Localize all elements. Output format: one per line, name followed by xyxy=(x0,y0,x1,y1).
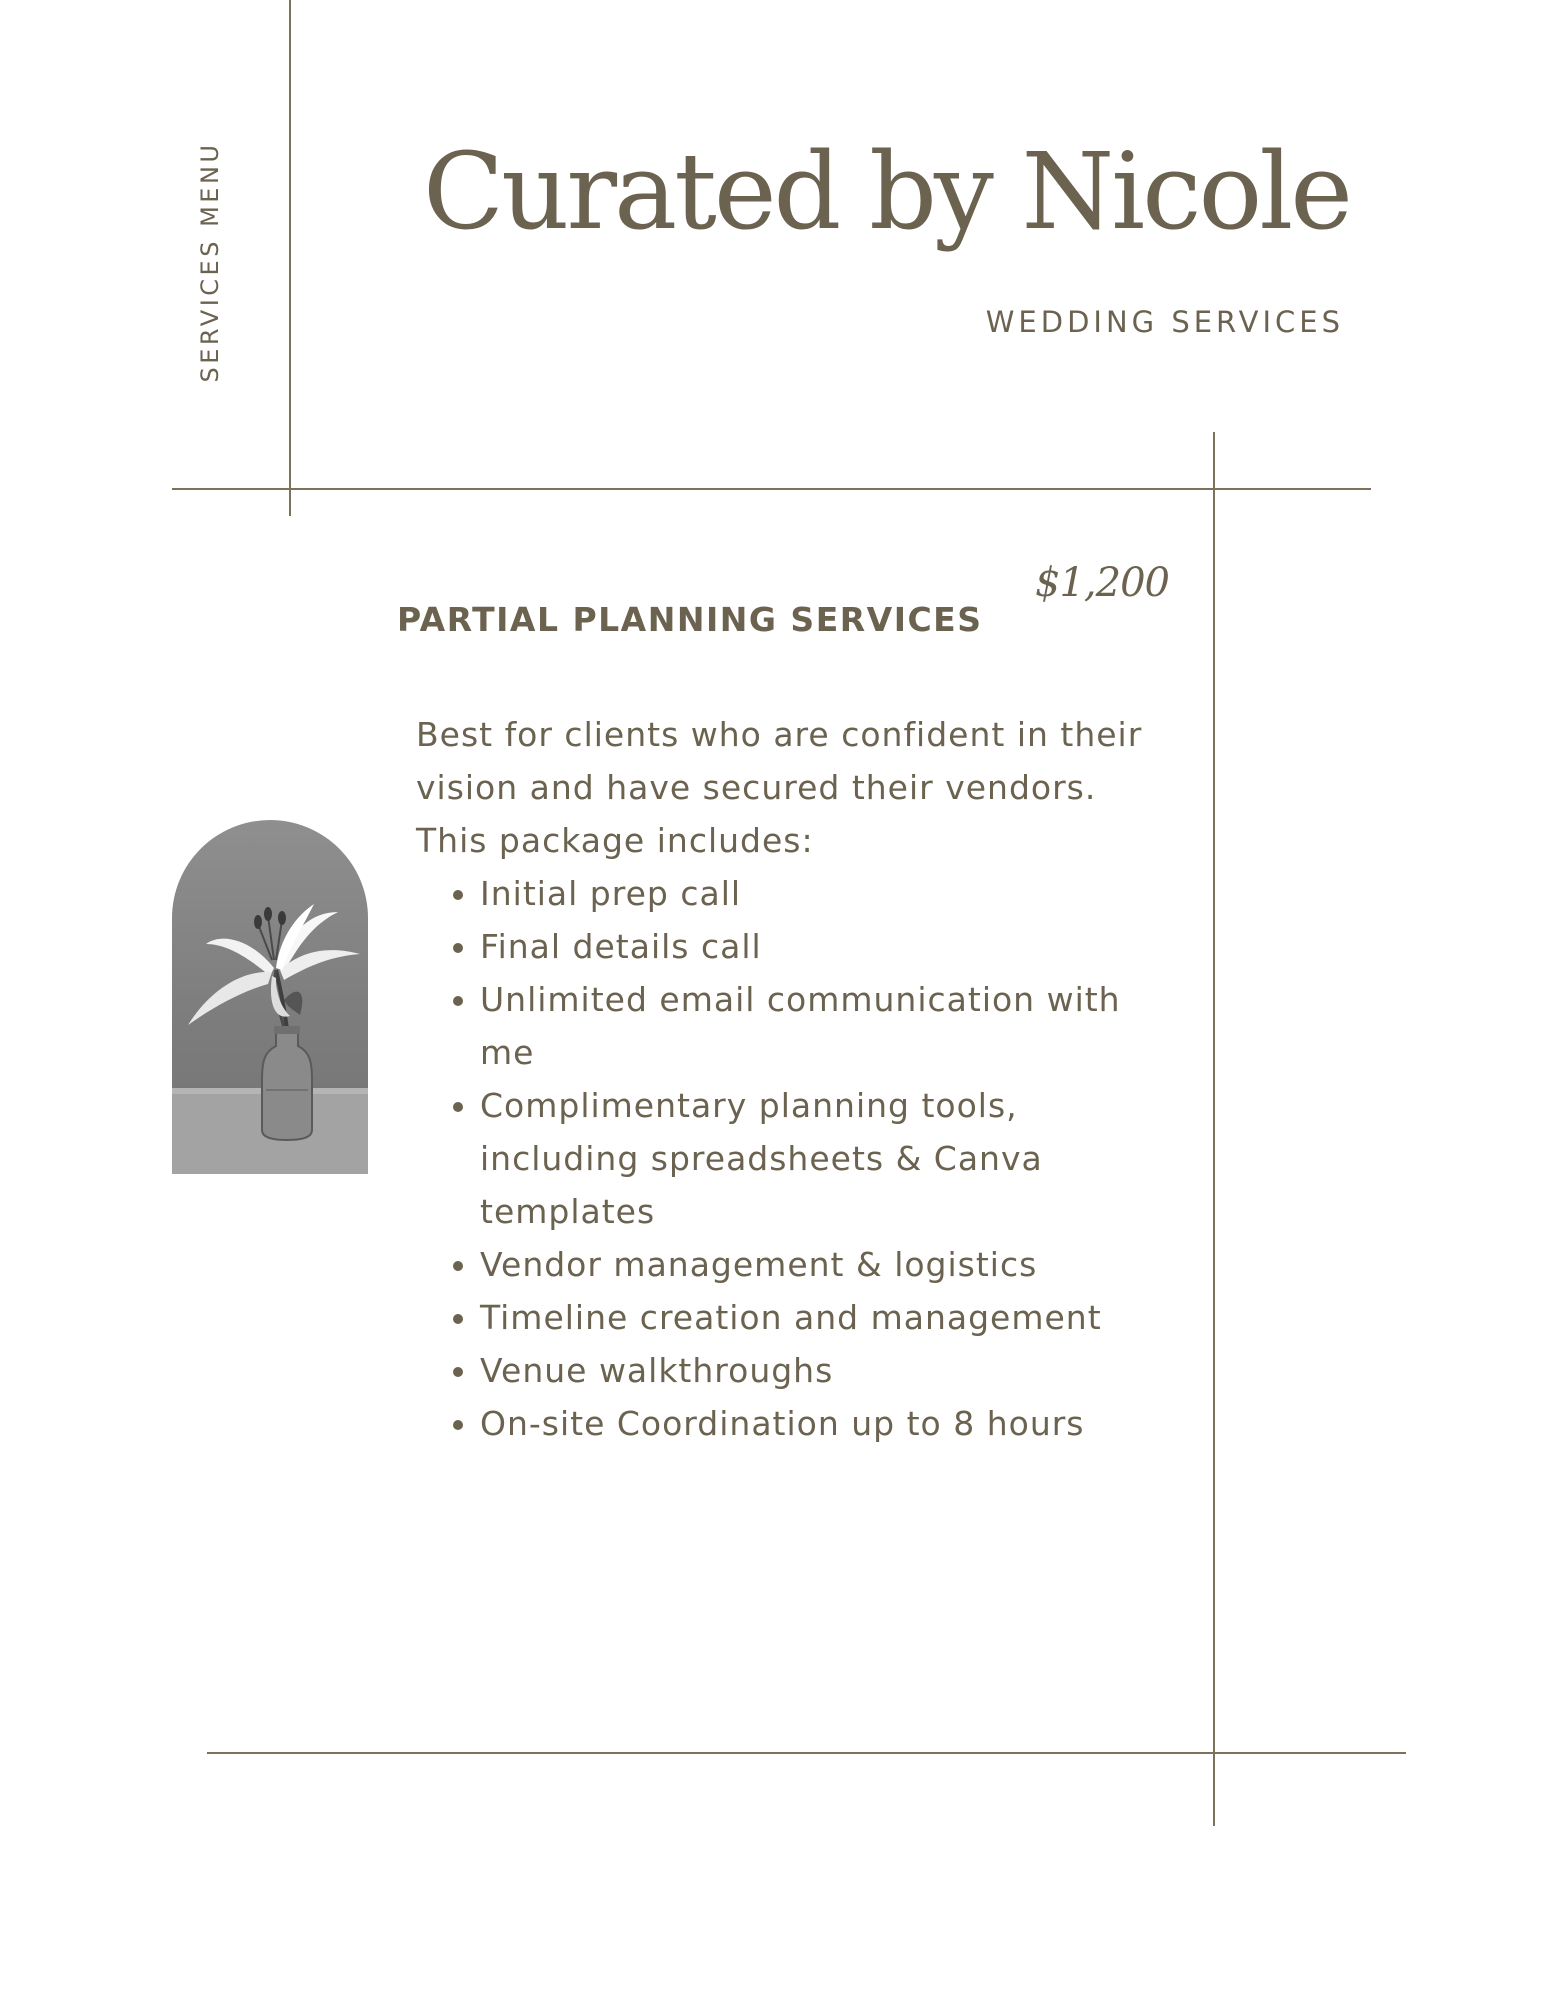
horizontal-rule-top xyxy=(172,488,1371,490)
service-title: PARTIAL PLANNING SERVICES xyxy=(397,600,983,639)
side-label: SERVICES MENU xyxy=(196,141,224,383)
vertical-rule-left xyxy=(289,0,291,516)
lily-photo xyxy=(172,820,368,1174)
list-item: • Venue walkthroughs xyxy=(480,1344,1156,1397)
list-item: • Unlimited email communication with me xyxy=(480,973,1156,1079)
page-subtitle: WEDDING SERVICES xyxy=(985,305,1344,339)
includes-list xyxy=(416,867,1156,1450)
list-item: • On-site Coordination up to 8 hours xyxy=(480,1397,1156,1450)
service-description: Best for clients who are confident in their vision and have secured their vendors. This package includes: xyxy=(416,715,1143,860)
list-item: • Initial prep call xyxy=(480,867,1156,920)
vertical-rule-right xyxy=(1213,432,1215,1826)
service-price: $1,200 xyxy=(1035,560,1169,606)
list-item: • Complimentary planning tools, including spreadsheets & Canva templates xyxy=(480,1079,1156,1238)
list-item: • Final details call xyxy=(480,920,1156,973)
horizontal-rule-bottom xyxy=(207,1752,1406,1754)
list-item: • Vendor management & logistics xyxy=(480,1238,1156,1291)
service-content xyxy=(416,708,1156,1450)
page-title: Curated by Nicole xyxy=(422,130,1350,253)
list-item: • Timeline creation and management xyxy=(480,1291,1156,1344)
lily-in-vase-icon xyxy=(172,820,368,1174)
